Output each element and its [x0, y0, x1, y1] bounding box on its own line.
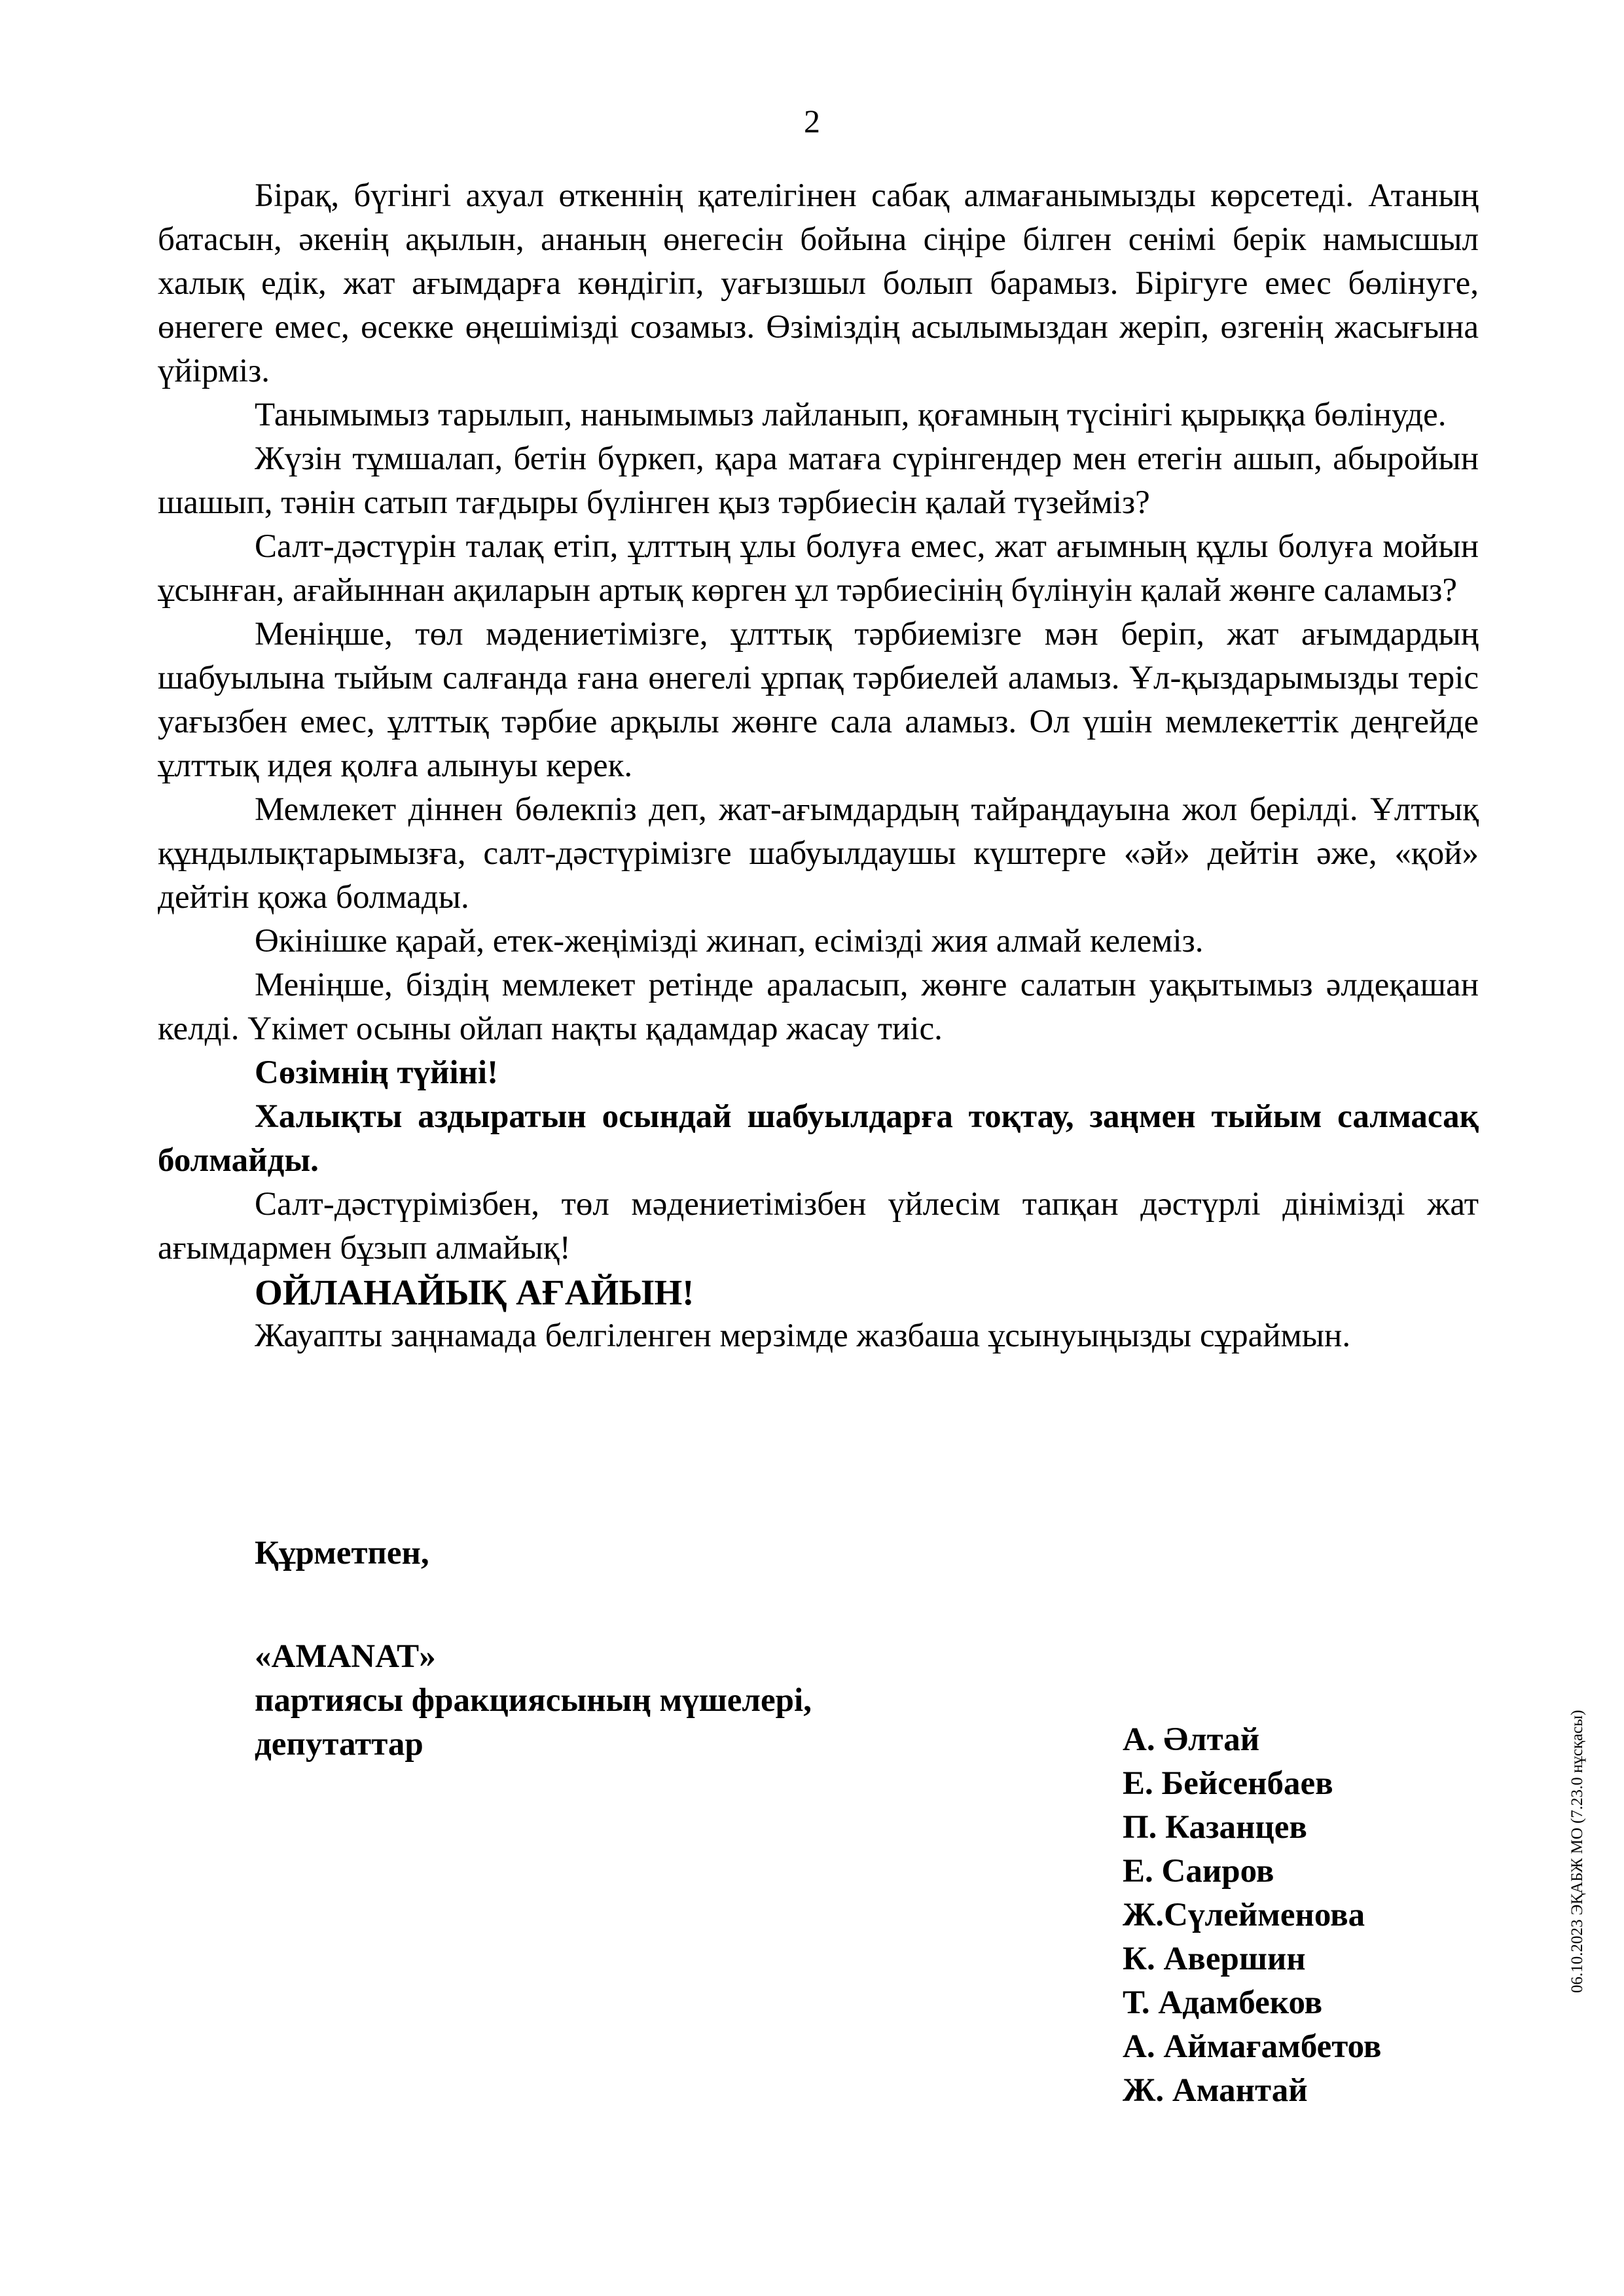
- signatory: Т. Адамбеков: [1123, 1984, 1323, 2021]
- conclusion-statement: Халықты аздыратын осындай шабуылдарға тоқтау, заңмен тыйым салмасақ болмайды.: [158, 1098, 1479, 1179]
- signatory-list: [1123, 1718, 1381, 2113]
- signatory: А. Әлтай: [1123, 1721, 1260, 1758]
- paragraph: Танымымыз тарылып, нанымымыз лайланып, қоғамның түсінігі қырыққа бөлінуде.: [255, 397, 1447, 433]
- paragraph: Салт-дәстүрін талақ етіп, ұлттың ұлы болуға емес, жат ағымның құлы болуға мойын ұсынған, ағайыннан ақиларын артық көрген ұл тәрбиесінің бүлінуін қалай жөнге саламыз?: [158, 528, 1479, 609]
- deputies-label: депутаттар: [255, 1726, 424, 1763]
- faction-members: партиясы фракциясының мүшелері,: [255, 1682, 812, 1719]
- paragraph: Меніңше, төл мәдениетімізге, ұлттық тәрбиемізге мән беріп, жат ағымдардың шабуылына тыйым салғанда ғана өнегелі ұрпақ тәрбиелей аламыз. Ұл-қыздарымызды теріс уағызбен емес, ұлттық тәрбие арқылы жөнге сала аламыз. Ол үшін мемлекеттік деңгейде ұлттық идея қолға алынуы керек.: [158, 616, 1479, 784]
- page-number: 2: [804, 103, 820, 139]
- party-name: «AMANAT»: [255, 1638, 436, 1675]
- sender-block: [255, 1635, 812, 1767]
- conclusion-heading: Сөзімнің түйіні!: [255, 1054, 499, 1091]
- signatory: Ж. Амантай: [1123, 2072, 1308, 2109]
- signatory: Ж.Сүлейменова: [1123, 1897, 1365, 1933]
- paragraph: Өкінішке қарай, етек-жеңімізді жинап, есімізді жия алмай келеміз.: [255, 923, 1204, 960]
- signatory: Е. Саиров: [1123, 1853, 1274, 1890]
- letter-body: [158, 174, 1479, 1358]
- paragraph: Мемлекет діннен бөлекпіз деп, жат-ағымдардың тайраңдауына жол берілді. Ұлттық құндылықтарымызға, салт-дәстүрімізге шабуылдаушы күштерге «әй» дейтін әже, «қой» дейтін қожа болмады.: [158, 791, 1479, 916]
- paragraph: Салт-дәстүрімізбен, төл мәдениетімізбен үйлесім тапқан дәстүрлі дінімізді жат ағымдармен бұзып алмайық!: [158, 1186, 1479, 1266]
- paragraph: Меніңше, біздің мемлекет ретінде араласып, жөнге салатын уақытымыз әлдеқашан келді. Үкімет осыны ойлап нақты қадамдар жасау тиіс.: [158, 967, 1479, 1047]
- call-to-action: ОЙЛАНАЙЫҚ АҒАЙЫН!: [255, 1272, 695, 1312]
- paragraph: Бірақ, бүгінгі ахуал өткеннің қателігінен сабақ алмағанымызды көрсетеді. Атаның батасын, әкенің ақылын, ананың өнегесін бойына сіңіре білген сенімі берік намысшыл халық едік, жат ағымдарға көндігіп, уағызшыл болып барамыз. Бірігуге емес бөлінуге, өнегеге емес, өсекке өңешімізді созамыз. Өзіміздің асылымыздан жеріп, өзгенің жасығына үйірміз.: [158, 177, 1479, 389]
- document-system-stamp: 06.10.2023 ЭҚАБЖ МО (7.23.0 нұсқасы): [1568, 1710, 1586, 1993]
- signatory: К. Авершин: [1123, 1941, 1306, 1977]
- signatory: П. Казанцев: [1123, 1809, 1307, 1846]
- closing-regards: Құрметпен,: [255, 1535, 429, 1571]
- signatory: Е. Бейсенбаев: [1123, 1765, 1333, 1802]
- response-request: Жауапты заңнамада белгіленген мерзімде жазбаша ұсынуыңызды сұраймын.: [255, 1318, 1351, 1354]
- signatory: А. Аймағамбетов: [1123, 2028, 1382, 2065]
- paragraph: Жүзін тұмшалап, бетін бүркеп, қара матаға сүрінгендер мен етегін ашып, абыройын шашып, тәнін сатып тағдыры бүлінген қыз тәрбиесін қалай түзейміз?: [158, 440, 1479, 521]
